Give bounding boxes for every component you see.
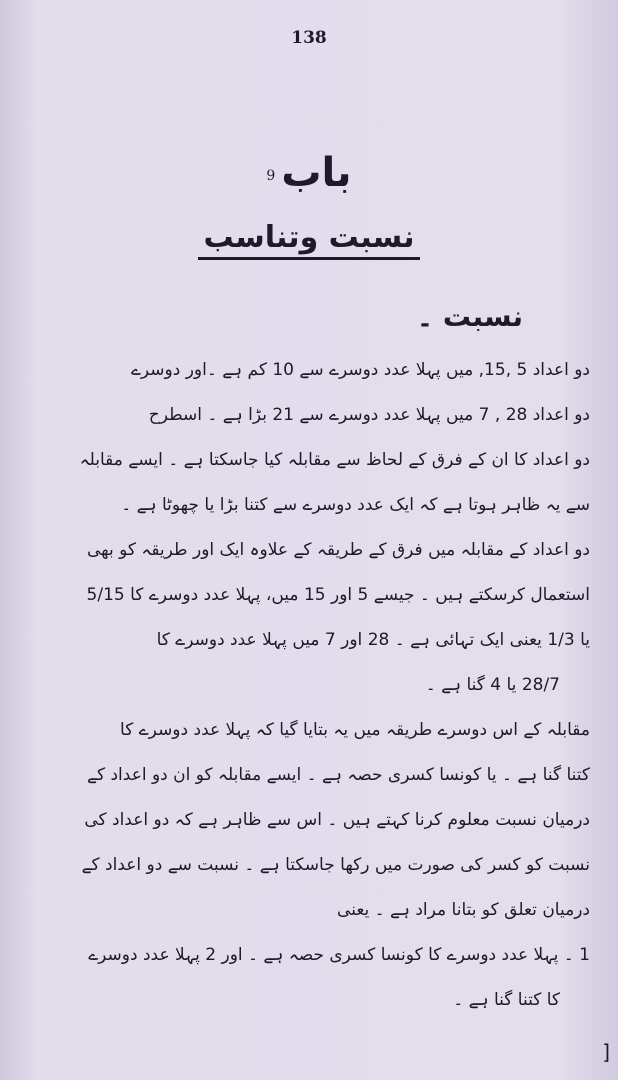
text-line: نسبت کو کسر کی صورت میں رکھا جاسکتا ہے ۔ نسبت سے دو اعداد کے: [81, 855, 590, 875]
text-line: دو اعداد 5 ,15, میں پہلا عدد دوسرے سے 10 کم ہے ۔اور دوسرے: [130, 360, 590, 380]
chapter-title: [0, 220, 618, 255]
text-line: 28/7 یا 4 گنا ہے ۔: [425, 675, 560, 695]
body-text: [25, 348, 590, 1023]
text-line: کتنا گنا ہے ۔ یا کونسا کسری حصہ ہے ۔ ایسے مقابلہ کو ان دو اعداد کے: [87, 765, 590, 785]
chapter-label: باب: [281, 150, 352, 196]
page-number: 138: [291, 28, 327, 48]
text-line: دو اعداد 28 , 7 میں پہلا عدد دوسرے سے 21 بڑا ہے ۔ اسطرح: [148, 405, 590, 425]
section-heading: نسبت ۔: [416, 300, 523, 333]
text-line: دو اعداد کے مقابلہ میں فرق کے طریقہ کے علاوہ ایک اور طریقہ کو بھی: [86, 540, 590, 560]
text-line: کا کتنا گنا ہے ۔: [453, 990, 560, 1010]
text-line: سے یہ ظاہر ہوتا ہے کہ ایک عدد دوسرے سے کتنا بڑا یا چھوٹا ہے ۔: [121, 495, 590, 515]
chapter-title-text: نسبت وتناسب: [198, 220, 421, 260]
text-line: یا 1/3 یعنی ایک تہائی ہے ۔ 28 اور 7 میں پہلا عدد دوسرے کا: [156, 630, 590, 650]
text-line: درمیان نسبت معلوم کرنا کہتے ہیں ۔ اس سے ظاہر ہے کہ دو اعداد کی: [84, 810, 590, 830]
chapter-number: 9: [266, 167, 276, 184]
text-line: استعمال کرسکتے ہیں ۔ جیسے 5 اور 15 میں، پہلا عدد دوسرے کا 5/15: [86, 585, 590, 605]
text-line: مقابلہ کے اس دوسرے طریقہ میں یہ بتایا گیا کہ پہلا عدد دوسرے کا: [120, 720, 590, 740]
margin-mark: ]: [602, 1040, 610, 1064]
text-line: درمیان تعلق کو بتانا مراد ہے ۔ یعنی: [337, 900, 590, 920]
chapter-heading: [0, 150, 618, 196]
text-line: دو اعداد کا ان کے فرق کے لحاظ سے مقابلہ کیا جاسکتا ہے ۔ ایسے مقابلہ: [79, 450, 590, 470]
text-line: 1 ۔ پہلا عدد دوسرے کا کونسا کسری حصہ ہے ۔ اور 2 پہلا عدد دوسرے: [88, 945, 590, 965]
